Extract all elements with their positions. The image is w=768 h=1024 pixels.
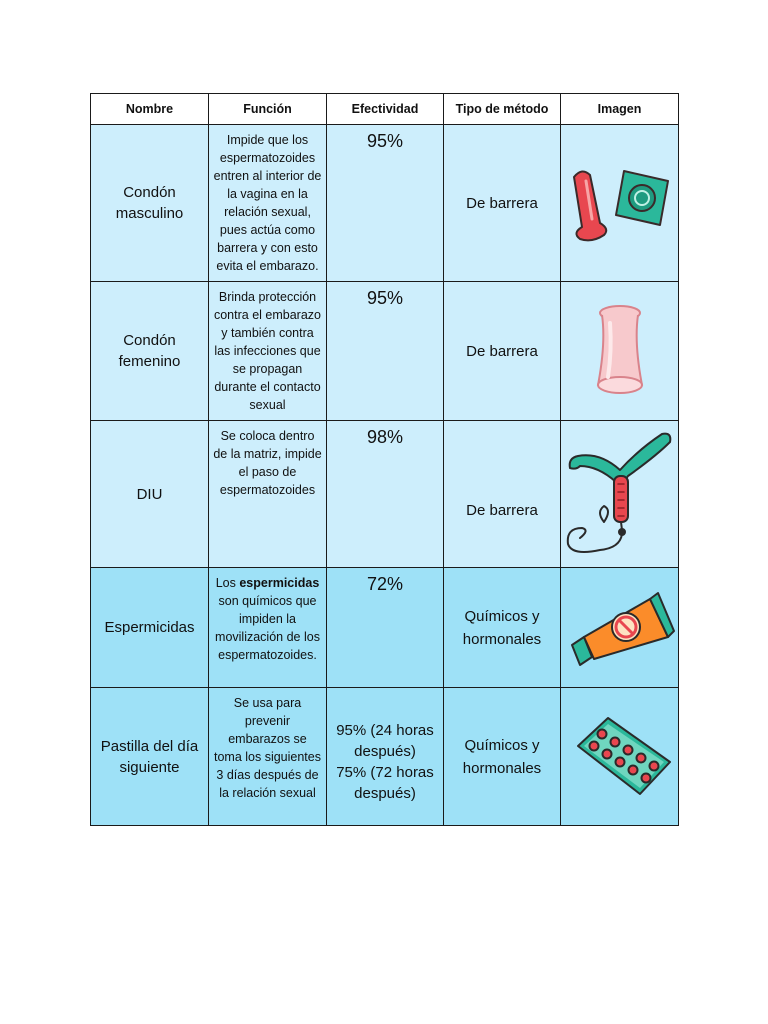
header-tipo: Tipo de método — [444, 94, 561, 125]
method-function: Brinda protección contra el embarazo y también contra las infecciones que se propagan durante el contacto sexual — [209, 282, 327, 421]
method-type: Químicos y hormonales — [444, 568, 561, 688]
method-name: DIU — [91, 421, 209, 568]
method-effectiveness: 72% — [327, 568, 444, 688]
table-row — [91, 125, 679, 282]
header-efectividad: Efectividad — [327, 94, 444, 125]
method-name: Condón masculino — [91, 125, 209, 282]
female-condom-icon — [590, 303, 650, 399]
method-effectiveness: 95% — [327, 282, 444, 421]
method-image — [561, 282, 679, 421]
function-prefix: Los — [215, 576, 236, 590]
contraceptive-methods-table — [90, 93, 679, 826]
pill-pack-icon — [564, 714, 676, 800]
method-effectiveness: 95% — [327, 125, 444, 282]
method-type: De barrera — [444, 282, 561, 421]
spermicide-tube-icon — [564, 585, 676, 671]
method-type: De barrera — [444, 125, 561, 282]
header-nombre: Nombre — [91, 94, 209, 125]
function-bold-term: espermicidas — [239, 576, 320, 590]
method-effectiveness — [327, 688, 444, 826]
header-funcion: Función — [209, 94, 327, 125]
method-function — [209, 568, 327, 688]
method-function: Se coloca dentro de la matriz, impide el paso de espermatozoides — [209, 421, 327, 568]
method-name: Pastilla del día siguiente — [91, 688, 209, 826]
iud-icon — [564, 426, 676, 562]
method-type: Químicos y hormonales — [444, 688, 561, 826]
effectiveness-72h: 75% (72 horas después) — [336, 763, 434, 802]
effectiveness-24h: 95% (24 horas después) — [336, 721, 434, 760]
male-condom-icon — [564, 161, 676, 245]
method-name: Espermicidas — [91, 568, 209, 688]
header-imagen: Imagen — [561, 94, 679, 125]
method-image — [561, 568, 679, 688]
method-function: Se usa para prevenir embarazos se toma los siguientes 3 días después de la relación sexual — [209, 688, 327, 826]
method-image — [561, 125, 679, 282]
table-row — [91, 421, 679, 568]
method-image — [561, 688, 679, 826]
method-name: Condón femenino — [91, 282, 209, 421]
function-rest: son químicos que impiden la movilización de los espermatozoides. — [215, 594, 320, 662]
method-function: Impide que los espermatozoides entren al interior de la vagina en la relación sexual, pues actúa como barrera y con esto evita el embarazo. — [209, 125, 327, 282]
table-header-row — [91, 94, 679, 125]
table-row — [91, 282, 679, 421]
method-effectiveness: 98% — [327, 421, 444, 568]
method-type: De barrera — [444, 421, 561, 568]
method-image — [561, 421, 679, 568]
table-row — [91, 568, 679, 688]
table-row — [91, 688, 679, 826]
